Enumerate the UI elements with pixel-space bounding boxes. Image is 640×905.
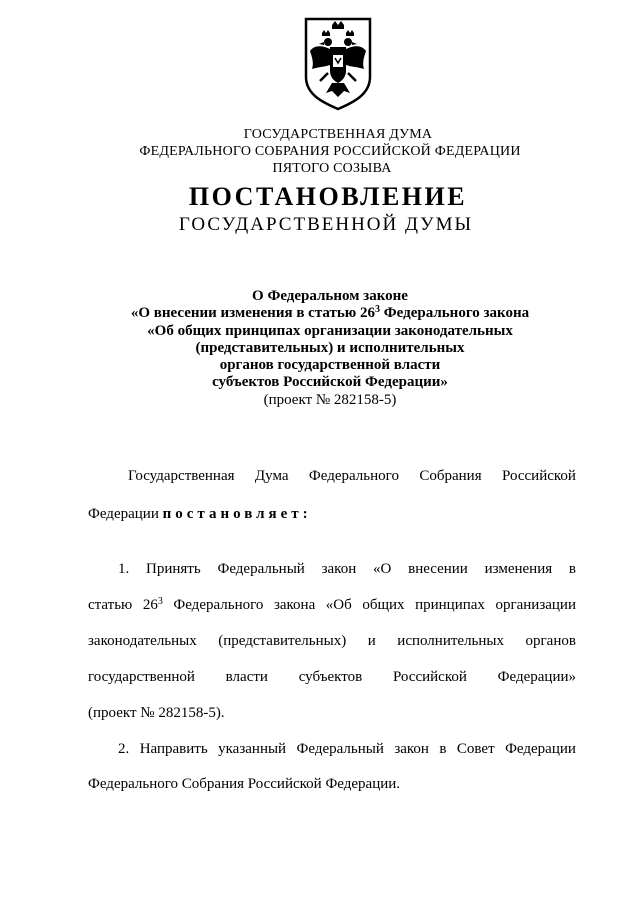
word: Федерации <box>88 506 163 522</box>
word: в <box>568 561 576 577</box>
word: Дума <box>254 468 289 484</box>
subject-line: (представительных) и исполнительных <box>195 339 465 356</box>
intro-line <box>88 506 576 523</box>
paragraph-1-line <box>118 561 576 578</box>
word: государственной <box>88 669 195 685</box>
word: статью <box>88 597 133 613</box>
word: Государственная <box>128 468 235 484</box>
subject-text: Федерального закона <box>380 305 530 322</box>
word: Собрания <box>419 468 482 484</box>
word: Принять <box>146 561 201 577</box>
resolution-subject <box>100 288 560 409</box>
word: указанный <box>218 741 287 757</box>
word: 26 <box>142 597 158 613</box>
word: Федерального <box>173 597 264 613</box>
word: Совет <box>456 741 495 757</box>
word: власти <box>225 669 268 685</box>
word: закон <box>394 741 429 757</box>
subject-line <box>100 305 560 322</box>
word: Федерации» <box>497 669 576 685</box>
intro-line <box>128 468 576 485</box>
paragraph-1-line <box>88 669 576 686</box>
word: 2. <box>118 741 130 757</box>
word: Федеральный <box>296 741 384 757</box>
word: законодательных <box>88 633 197 649</box>
word: закон <box>321 561 357 577</box>
word: «Об <box>325 597 352 613</box>
header-line-assembly: ФЕДЕРАЛЬНОГО СОБРАНИЯ РОССИЙСКОЙ ФЕДЕРАЦИИ <box>139 144 521 159</box>
resolves-word: постановляет: <box>162 506 312 522</box>
subject-text: «О внесении изменения в статью 26 <box>130 305 376 322</box>
word: субъектов <box>298 669 363 685</box>
word: Направить <box>139 741 208 757</box>
word: принципах <box>415 597 485 613</box>
word: (представительных) <box>218 633 347 649</box>
subject-line: органов государственной власти <box>219 357 441 374</box>
coat-of-arms-icon <box>302 15 374 111</box>
word: «О <box>373 561 392 577</box>
paragraph-2-line <box>118 741 576 758</box>
subject-line: О Федеральном законе <box>252 288 408 304</box>
header-line-convocation: ПЯТОГО СОЗЫВА <box>272 161 392 176</box>
document-title: ПОСТАНОВЛЕНИЕ <box>188 182 468 211</box>
subject-line: «Об общих принципах организации законодательных <box>147 322 513 339</box>
word: внесении <box>408 561 468 577</box>
word: Федеральный <box>217 561 305 577</box>
word: общих <box>362 597 405 613</box>
word: Российской <box>502 468 576 484</box>
word: исполнительных <box>397 633 504 649</box>
subject-line: субъектов Российской Федерации» <box>212 374 448 391</box>
article-number <box>143 597 163 614</box>
header-line-duma: ГОСУДАРСТВЕННАЯ ДУМА <box>243 127 433 142</box>
paragraph-2-line: Федерального Собрания Российской Федерации. <box>88 776 401 792</box>
document-subtitle: ГОСУДАРСТВЕННОЙ ДУМЫ <box>178 214 474 235</box>
project-number: (проект № 282158-5) <box>263 391 397 408</box>
word: и <box>367 633 376 649</box>
superscript: 3 <box>375 304 381 316</box>
word: органов <box>525 633 576 649</box>
paragraph-1-line <box>88 633 576 650</box>
word: организации <box>495 597 576 613</box>
word: закона <box>273 597 316 613</box>
paragraph-1-line: (проект № 282158-5). <box>88 705 225 721</box>
word: Российской <box>392 669 467 685</box>
word: Федерального <box>308 468 399 484</box>
superscript: 3 <box>157 596 163 607</box>
word: в <box>439 741 447 757</box>
paragraph-1-line <box>88 597 576 614</box>
word: Федерации <box>505 741 576 757</box>
word: 1. <box>118 561 130 577</box>
word: изменения <box>484 561 553 577</box>
